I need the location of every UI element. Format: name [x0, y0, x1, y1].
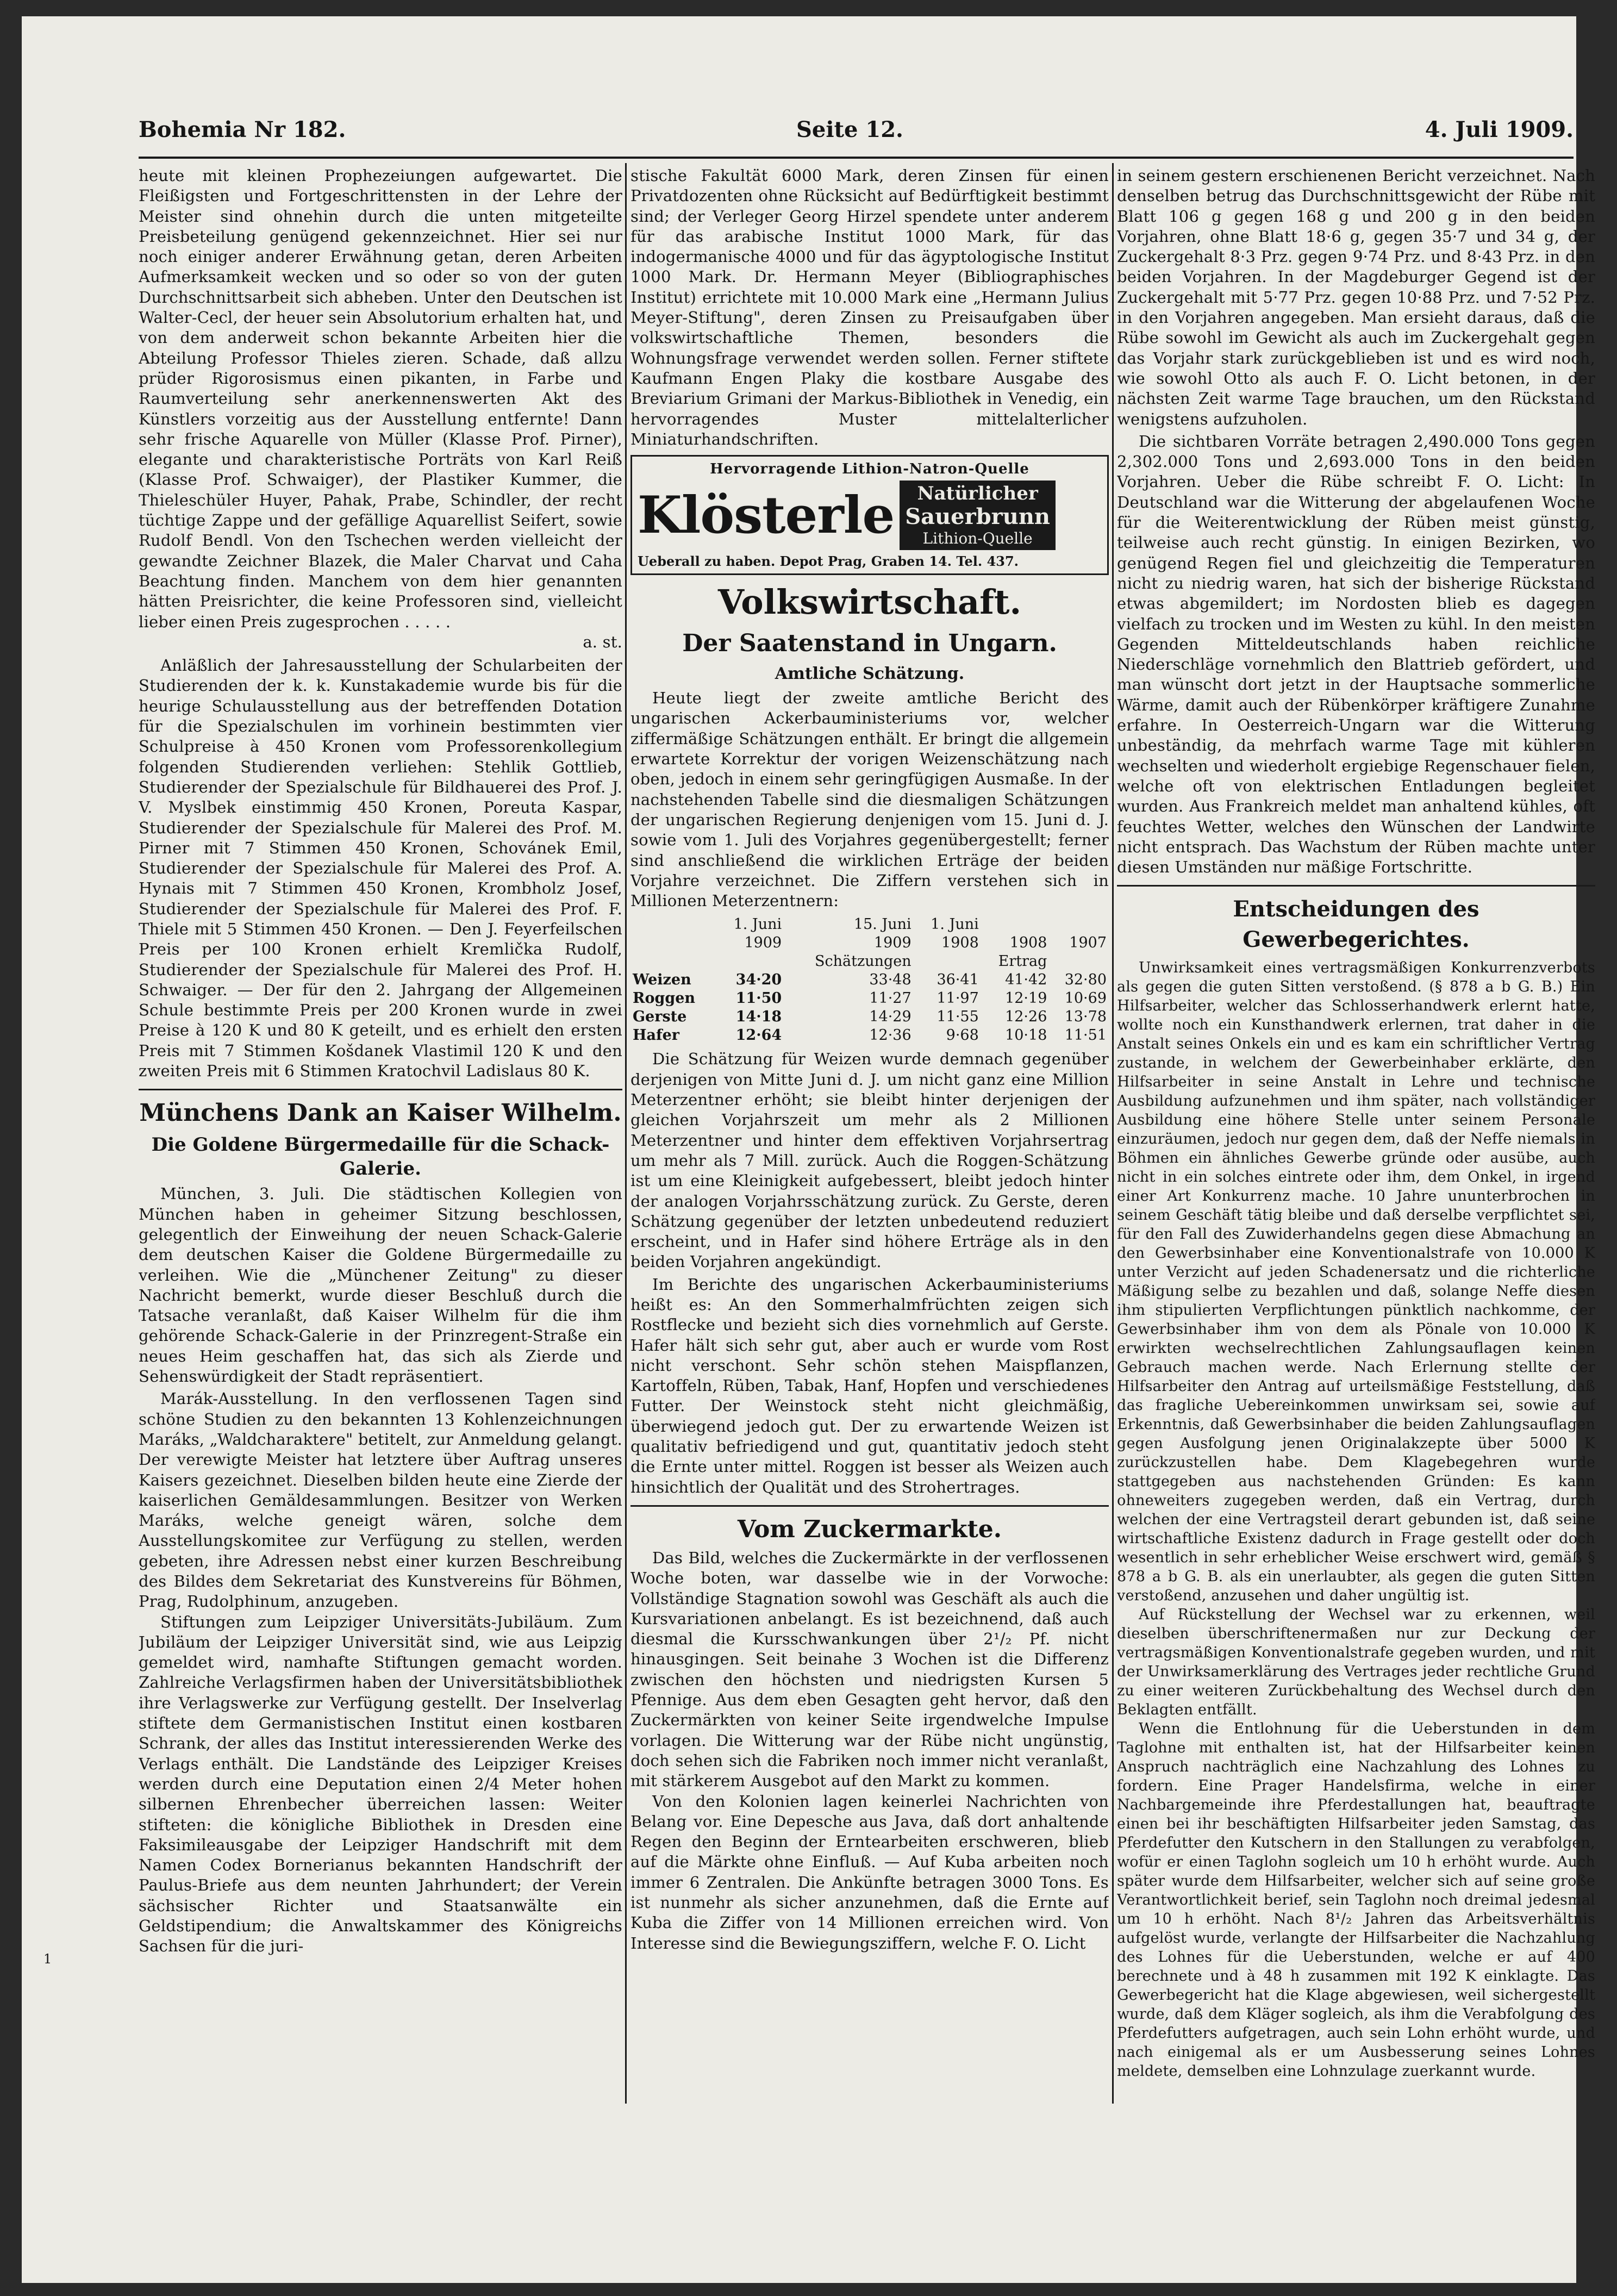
page-margin-mark: 1 — [43, 1951, 52, 1967]
table-row — [630, 1008, 1109, 1026]
section-divider — [139, 1089, 622, 1090]
section-title-volkswirtschaft: Volkswirtschaft. — [717, 582, 1022, 622]
table-header-cell — [630, 952, 716, 971]
table-header-cell: 1909 — [873, 934, 911, 952]
harvest-table — [630, 915, 1109, 1045]
table-header-cell: 1. Juni — [931, 916, 979, 933]
table-cell: Weizen — [633, 971, 691, 989]
table-header-cell: 15. Juni — [853, 916, 911, 933]
newspaper-page — [22, 16, 1595, 2283]
table-cell: 12·64 — [735, 1027, 782, 1044]
header-rule — [139, 157, 1574, 159]
table-header-cell: 1909 — [744, 934, 782, 952]
column-3 — [1117, 166, 1595, 2106]
article-marak: Marák-Ausstellung. In den verflossenen Tagen sind schöne Studien zu den bekannten 13 Kohlenzeichnungen Maráks, „Waldcharaktere" betitelt, zur Anmeldung gelangt. Der verewigte Meister hat letztere über Auftrag unseres Kaisers gezeichnet. Dieselben bilden heute eine Zierde der kaiserlichen Gemäldesammlungen. Besitzer von Werken Maráks, welche geneigt wären, solche dem Ausstellungskomitee zur Verfügung zu stellen, werden gebeten, ihre Adressen nebst einer kurzen Beschreibung des Bildes dem Sekretariat des Kunstvereins für Böhmen, Prag, Rudolphinum, anzugeben. — [139, 1389, 622, 1611]
ad-brand: Klösterle — [638, 485, 895, 546]
table-cell: 34·20 — [735, 971, 782, 989]
section-divider — [630, 1505, 1109, 1507]
article-zuckermarkt: Das Bild, welches die Zuckermärkte in der verflossenen Woche boten, war dasselbe wie in der Vorwoche: Vollständige Stagnation sowohl was Geschäft als auch die Kursvariationen anbelangt. Es ist bezeichnend, daß auch diesmal die Kursschwankungen über 2¹/₂ Pf. nicht hinausgingen. Seit beinahe 3 Wochen ist die Differenz zwischen den höchsten und niedrigsten Kursen 5 Pfennige. Aus dem eben Gesagten geht hervor, daß den Zuckermärkten von keiner Seite irgendwelche Impulse vorlagen. Die Witterung war der Rübe nicht ungünstig, doch sehen sich die Fabriken noch immer nicht veranlaßt, mit stärkerem Ausgebot auf den Markt zu kommen. — [630, 1548, 1109, 1790]
table-cell: 41·42 — [1005, 971, 1047, 989]
article-gewerbegericht-1: Unwirksamkeit eines vertragsmäßigen Konkurrenzverbots als gegen die guten Sitten verstoßend. (§ 878 a b G. B.) Ein Hilfsarbeiter, welcher das Schlosserhandwerk erlernt hatte, wollte noch ein Kunsthandwerk erlernen, trat daher in die Anstalt seines Onkels ein und es kam ein schriftlicher Vertrag zustande, in welchem der Gewerbeinhaber erklärte, den Hilfsarbeiter in seine Anstalt in Lehre und technische Ausbildung aufzunehmen und ihm später, nach vollständiger Ausbildung eine höhere Stelle unter seinem Personale einzuräumen, jedoch nur gegen dem, daß der Neffe niemals in Böhmen ein ähnliches Gewerbe gründe oder ausübe, auch nicht in ein solches eintrete oder ihm, dem Onkel, in irgend einer Art Konkurrenz mache. 10 Jahre ununterbrochen in seinem Geschäft tätig bleibe und daß derselbe verpflichtet sei, für den Fall des Zuwiderhandelns gegen diese Abmachung an den Gewerbsinhaber eine Konventionalstrafe von 10.000 K unter Verzicht auf jeden Schadenersatz und die richterliche Mäßigung selbe zu bezahlen und daß, solange Neffe diesen ihm stipulierten Verpflichtungen pünktlich nachkomme, der Gewerbsinhaber ihm von dem als Pönale von 10.000 K erwirkten wechselrechtlichen Zahlungsauflagen keinen Gebrauch machen werde. Nach Erlernung stellte der Hilfsarbeiter den Antrag auf urteilsmäßige Feststellung, daß das fragliche Uebereinkommen unwirksam sei, sowie auf Erkenntnis, daß Gewerbsinhaber die beiden Zahlungsauflagen gegen Ausfolgung jenen Originalakzepte über 5000 K zurückzustellen habe. Dem Klagebegehren wurde stattgegeben aus nachstehenden Gründen: Es kann ohneweiters zugegeben werden, daß ein Vertrag, durch welchen der eine Vertragsteil derart gebunden ist, daß seine wirtschaftliche Existenz dadurch in Frage gestellt oder doch wesentlich in sehr erheblicher Weise erschwert wird, gemäß § 878 a b G. B. als ein unerlaubter, als gegen die guten Sitten verstoßend, anzusehen und daher ungültig ist. — [1117, 959, 1595, 1605]
table-cell: 11·27 — [869, 990, 911, 1007]
article-zuckermarkt-vorraete: Die sichtbaren Vorräte betragen 2,490.000 Tons gegen 2,302.000 Tons und 2,693.000 Tons in den beiden Vorjahren. Ueber die Rübe schreibt F. O. Licht: In Deutschland war die Witterung der abgelaufenen Woche für die Weiterentwicklung der Rüben meist günstig, teilweise auch recht günstig. In einigen Bezirken, wo genügend Regen fiel und gleichzeitig die Temperaturen nicht zu niedrig waren, hat sich der bisherige Rückstand etwas abgemildert; im Nordosten blieb es dagegen vielfach zu trocken und im Westen zu kühl. In den meisten Gegenden Mitteldeutschlands haben reichliche Niederschläge vornehmlich den Blattrieb gefördert, und man wünscht dort jetzt in der Hauptsache sommerliche Wärme, damit auch der Rübenkörper kräftigere Zunahme erfahre. In Oesterreich-Ungarn war die Witterung unbeständig, da mehrfach warme Tage mit kühleren wechselten und wiederholt ergiebige Regenschauer fielen, welche oft von elektrischen Entladungen begleitet wurden. Aus Frankreich meldet man anhaltend kühles, oft feuchtes Wetter, welches den Wünschen der Landwirte nicht entsprach. Das Wachstum der Rüben machte unter diesen Umständen nur mäßige Fortschritte. — [1117, 432, 1595, 877]
article-muenchen: München, 3. Juli. Die städtischen Kollegien von München haben in geheimer Sitzung beschlossen, gelegentlich der Einweihung der neuen Schack-Galerie dem deutschen Kaiser die Goldene Bürgermedaille zu verleihen. Wie die „Münchener Zeitung" zu dieser Nachricht bemerkt, wurde dieser Beschluß durch die Tatsache veranlaßt, daß Kaiser Wilhelm für die ihm gehörende Schack-Galerie in der Prinzregent-Straße ein neues Heim geschaffen hat, das sich als Zierde und Sehenswürdigkeit der Stadt repräsentiert. — [139, 1184, 622, 1386]
table-cell: 10·69 — [1064, 990, 1107, 1007]
table-header-cell: 1907 — [1069, 934, 1107, 952]
article-signature: a. st. — [583, 632, 622, 651]
table-header-row — [630, 952, 1109, 971]
ad-badge-line2: Sauerbrunn — [905, 504, 1050, 530]
column-rule-2 — [1112, 163, 1114, 2104]
article-leipzig: Stiftungen zum Leipziger Universitäts-Jubiläum. Zum Jubiläum der Leipziger Universität sind, wie aus Leipzig gemeldet wird, namhafte Stiftungen gemacht worden. Zahlreiche Verlagsfirmen haben der Universitätsbibliothek ihre Verlagswerke zur Verfügung gestellt. Der Inselverlag stiftete dem Germanistischen Institut einen kostbaren Schrank, der alles das Institut interessierenden Werke des Verlags enthält. Die Landstände des Leipziger Kreises werden durch eine Deputation einen 2/4 Meter hohen silbernen Ehrenbecher überreichen lassen: Weiter stifteten: die königliche Bibliothek in Dresden eine Faksimileausgabe der Leipziger Handschrift mit dem Namen Codex Bornerianus bekannten Handschrift der Paulus-Briefe aus dem neunten Jahrhundert; der Verein sächsischer Richter und Staatsanwälte ein Geldstipendium; die Anwaltskammer des Königreichs Sachsen für die juri- — [139, 1612, 622, 1956]
table-header-cell — [630, 934, 716, 952]
ad-tagline: Hervorragende Lithion-Natron-Quelle — [710, 461, 1029, 478]
column-2 — [630, 166, 1109, 2106]
article-gewerbegericht-3: Wenn die Entlohnung für die Ueberstunden in dem Taglohne mit enthalten ist, hat der Hilfsarbeiter keinen Anspruch nachträglich eine Nachzahlung des Lohnes zu fordern. Eine Prager Handelsfirma, welche in einer Nachbargemeinde ihre Pferdestallungen hat, beauftragte einen bei ihr beschäftigten Hilfsarbeiter jeden Samstag, das Pferdefutter den Kutschern in den Stallungen zu verabfolgen, wofür er einen Taglohn sogleich um 10 h erhöht wurde. Auch später wurde dem Hilfsarbeiter, welcher sich auf seine große Verantwortlichkeit berief, sein Taglohn noch dreimal jedesmal um 10 h erhöht. Nach 8¹/₂ Jahren das Arbeitsverhältnis aufgelöst wurde, verlangte der Hilfsarbeiter die Nachzahlung des Lohnes für die Ueberstunden, welche er auf 400 berechnete und à 48 h zusammen mit 192 K einklagte. Das Gewerbegericht hat die Klage abgewiesen, weil sichergestellt wurde, daß dem Kläger sogleich, als ihm die Verabfolgung des Pferdefutters aufgetragen, auch sein Lohn erhöht wurde, und nach einigemal als er um Ausbesserung seines Lohnes meldete, demselben eine Lohnzulage zuerkannt wurde. — [1117, 1720, 1595, 2080]
headline-zuckermarkt: Vom Zuckermarkte. — [737, 1515, 1002, 1543]
table-cell: 14·29 — [869, 1008, 911, 1026]
table-cell: Roggen — [633, 990, 696, 1007]
article-gewerbegericht-2: Auf Rückstellung der Wechsel war zu erkennen, weil dieselben überschriftenermaßen nur zur Deckung der vertragsmäßigen Konventionalstrafe gegeben wurden, und mit der Unwirksamerklärung des Vertrages jeder rechtliche Grund zu einer weiteren Zurückbehaltung des Wechsel durch den Beklagten entfällt. — [1117, 1606, 1595, 1719]
article-saatenstand-intro: Heute liegt der zweite amtliche Bericht des ungarischen Ackerbauministeriums vor, welcher ziffermäßige Schätzungen enthält. Er bringt die allgemein erwartete Korrektur der vorigen Weizenschätzung nach oben, jedoch in einem sehr geringfügigen Ausmaße. In der nachstehenden Tabelle sind die diesmaligen Schätzungen der ungarischen Regierung denjenigen vom 15. Juni d. J. sowie vom 1. Juli des Vorjahres gegenübergestellt; ferner sind anschließend die wirklichen Erträge der beiden Vorjahre verzeichnet. Die Ziffern verstehen sich in Millionen Meterzentnern: — [630, 689, 1109, 910]
table-header-cell — [1049, 915, 1109, 934]
article-zuckermarkt-kolonien: Von den Kolonien lagen keinerlei Nachrichten von Belang vor. Eine Depesche aus Java, daß dort anhaltende Regen den Beginn der Erntearbeiten erschweren, blieb auf die Märkte ohne Einfluß. — Auf Kuba arbeiten noch immer 6 Zentralen. Die Ankünfte betragen 3000 Tons. Es ist nunmehr als sicher anzunehmen, daß die Ernte auf Kuba die Ziffer von 14 Millionen erreichen wird. Von Interesse sind die Bewiegungsziffern, welche F. O. Licht — [630, 1792, 1109, 1952]
article-academy-prizes: Anläßlich der Jahresausstellung der Schularbeiten der Studierenden der k. k. Kunstakademie wurde bis für die heurige Schulausstellung aus der betreffenden Dotation für die Spezialschulen im vorhinein bestimmten vier Schulpreise à 450 Kronen vom Professorenkollegium folgenden Studierenden verliehen: Stehlik Gottlieb, Studierender der Spezialschule für Bildhauerei des Prof. J. V. Myslbek einstimmig 450 Kronen, Poreuta Kaspar, Studierender der Spezialschule für Malerei des Prof. M. Pirner mit 7 Stimmen 450 Kronen, Schovánek Emil, Studierender der Spezialschule für Malerei des Prof. A. Hynais mit 7 Stimmen 450 Kronen, Krombholz Josef, Studierender der Spezialschule für Malerei des Prof. F. Thiele mit 5 Stimmen 450 Kronen. — Den J. Feyerfeilschen Preis per 100 Kronen erhielt Kremlička Rudolf, Studierender der Spezialschule für Malerei des Prof. H. Schwaiger. — Der für den 2. Jahrgang der Allgemeinen Schule bestimmte Preis per 200 Kronen wurde in zwei Preise à 120 K und 80 K geteilt, und es erhielt den ersten Preis mit 7 Stimmen Košdanek Vlastimil 120 K und den zweiten Preis mit 6 Stimmen Kratochvil Ladislaus 80 K. — [139, 656, 622, 1081]
table-header-cell: Ertrag — [998, 953, 1047, 970]
table-header-cell: 1908 — [1009, 934, 1047, 952]
table-cell: 10·18 — [1005, 1027, 1047, 1044]
table-row — [630, 989, 1109, 1008]
table-cell: Gerste — [633, 1008, 687, 1026]
table-cell: 11·50 — [735, 990, 782, 1007]
table-cell: 13·78 — [1064, 1008, 1107, 1026]
subheadline-schack-galerie: Die Goldene Bürgermedaille für die Schack-Galerie. — [151, 1134, 610, 1180]
table-cell: 33·48 — [869, 971, 911, 989]
ad-badge-line1: Natürlicher — [917, 483, 1038, 505]
table-cell: 11·55 — [937, 1008, 979, 1026]
table-cell: Hafer — [633, 1027, 680, 1044]
table-header-cell — [716, 952, 784, 971]
headline-saatenstand: Der Saatenstand in Ungarn. — [682, 629, 1057, 658]
header-page-number: Seite 12. — [796, 117, 903, 142]
column-rule-1 — [625, 163, 627, 2104]
table-cell: 12·19 — [1005, 990, 1047, 1007]
table-cell: 11·51 — [1064, 1027, 1107, 1044]
table-header-cell — [630, 915, 716, 934]
header-date: 4. Juli 1909. — [1425, 117, 1574, 142]
article-saatenstand-report: Im Berichte des ungarischen Ackerbauministeriums heißt es: An den Sommerhalmfrüchten zeigen sich Rostflecke und bezieht sich dies vornehmlich auf Gerste. Hafer hält sich sehr gut, aber auch er wurde vom Rost nicht verschont. Sehr schön stehen Maispflanzen, Kartoffeln, Rüben, Tabak, Hanf, Hopfen und verschiedenes Futter. Der Weinstock steht nicht gleichmäßig, überwiegend jedoch gut. Der zu erwartende Weizen ist qualitativ befriedigend und gut, quantitativ jedoch steht die Ernte unter mittel. Roggen ist besser als Weizen auch hinsichtlich der Qualität und des Strohertrages. — [630, 1275, 1109, 1496]
header-masthead: Bohemia Nr 182. — [139, 117, 346, 142]
ad-badge-line3: Lithion-Quelle — [922, 529, 1033, 548]
table-cell: 14·18 — [735, 1008, 782, 1026]
table-header-cell — [1049, 952, 1109, 971]
table-header-cell: Schätzungen — [815, 953, 911, 970]
section-divider — [1117, 885, 1595, 887]
table-header-cell: 1908 — [941, 934, 979, 952]
table-header-row — [630, 915, 1109, 934]
page-header — [139, 117, 1574, 149]
table-row — [630, 1026, 1109, 1045]
article-saatenstand-analysis: Die Schätzung für Weizen wurde demnach gegenüber derjenigen von Mitte Juni d. J. um nicht ganz eine Million Meterzentner erhöht; sie bleibt hinter derjenigen der gleichen Vorjahrszeit um mehr als 2 Millionen Meterzentner und hinter dem effektiven Vorjahrsertrag um mehr als 7 Mill. zurück. Auch die Roggen-Schätzung ist um eine Kleinigkeit aufgebessert, bleibt jedoch hinter der analogen Vorjahrsschätzung zurück. Zu Gerste, deren Schätzung gegenüber der letzten unbedeutend reduziert erscheint, und in Hafer sind höhere Erträge als in den beiden Vorjahren angekündigt. — [630, 1050, 1109, 1271]
ad-badge — [900, 481, 1056, 550]
table-header-cell — [981, 915, 1050, 934]
column-1 — [139, 166, 622, 2106]
table-cell: 32·80 — [1064, 971, 1107, 989]
table-cell: 12·26 — [1005, 1008, 1047, 1026]
table-header-cell: 1. Juni — [733, 916, 782, 933]
article-leipzig-continued: stische Fakultät 6000 Mark, deren Zinsen für einen Privatdozenten ohne Rücksicht auf Bedürftigkeit bestimmt sind; der Verleger Georg Hirzel spendete unter anderem für das arabische Institut 1000 Mark, für das indogermanische 4000 und für das ägyptologische Institut 1000 Mark. Dr. Hermann Meyer (Bibliographisches Institut) errichtete mit 10.000 Mark eine „Hermann Julius Meyer-Stiftung", deren Zinsen zu Preisaufgaben über volkswirtschaftliche Themen, besonders die Wohnungsfrage verwendet werden sollen. Ferner stiftete Kaufmann Engen Plaky die kostbare Ausgabe des Breviarium Grimani der Markus-Bibliothek in Venedig, ein hervorragendes Muster mittelalterlicher Miniaturhandschriften. — [630, 166, 1109, 448]
headline-muenchen: Münchens Dank an Kaiser Wilhelm. — [139, 1099, 622, 1127]
table-row — [630, 971, 1109, 989]
headline-gewerbegericht: Entscheidungen des Gewerbegerichtes. — [1233, 896, 1479, 953]
table-cell: 9·68 — [946, 1027, 979, 1044]
table-header-row — [630, 934, 1109, 952]
table-header-cell — [914, 952, 981, 971]
table-cell: 36·41 — [937, 971, 979, 989]
article-academy-continued: heute mit kleinen Prophezeiungen aufgewartet. Die Fleißigsten und Fortgeschrittensten in der Lehre der Meister sind ohnehin durch die unten mitgeteilte Preisbeteilung genügend gekennzeichnet. Hier sei nur noch einiger anderer Erwähnung getan, deren Arbeiten Aufmerksamkeit wecken und so oder so von der guten Durchschnittsarbeit sich abheben. Unter den Deutschen ist Walter-Cecl, der heuer sein Absolutorium erhalten hat, und von dem anderweit schon bekannte Arbeiten hier die Abteilung Professor Thieles zieren. Schade, daß allzu prüder Rigorosismus einen pikanten, in Farbe und Raumverteilung sehr anerkennenswerten Akt des Künstlers vorzeitig aus der Ausstellung entfernte! Dann sehr frische Aquarelle von Müller (Klasse Prof. Pirner), elegante und charakteristische Porträts von Karl Reiß (Klasse Prof. Schwaiger), der Plastiker Kummer, die Thieleschüler Huyer, Pahak, Prabe, Schindler, der recht tüchtige Zappe und der gefällige Aquarellist Seifert, sowie Rudolf Bendl. Von den Tschechen werden vielleicht der gewandte Zeichner Blazek, die Maler Charvat und Caha Beachtung finden. Manchem von dem hier genannten hätten Preisrichter, die keine Professoren sind, vielleicht lieber einen Preis zugesprochen . . . . . — [139, 166, 622, 631]
article-zuckermarkt-continued: in seinem gestern erschienenen Bericht verzeichnet. Nach denselben betrug das Durchschnittsgewicht der Rübe mit Blatt 106 g gegen 168 g und 200 g in den beiden Vorjahren, ohne Blatt 18·6 g, gegen 35·7 und 34 g, der Zuckergehalt 8·3 Prz. gegen 9·74 Prz. und 8·43 Prz. in den beiden Vorjahren. In der Magdeburger Gegend ist der Zuckergehalt mit 5·77 Prz. gegen 10·88 Prz. und 7·52 Prz. in den Vorjahren angegeben. Man ersieht daraus, daß die Rübe sowohl im Gewicht als auch im Zuckergehalt gegen das Vorjahr stark zurückgeblieben ist und es wird noch, wie sowohl Otto als auch F. O. Licht betonen, in der nächsten Zeit warme Tage brauchen, um den Rückstand wenigstens aufzuholen. — [1117, 166, 1595, 428]
subheadline-schaetzung: Amtliche Schätzung. — [775, 664, 965, 684]
ad-address: Ueberall zu haben. Depot Prag, Graben 14. Tel. 437. — [638, 553, 1019, 570]
table-cell: 12·36 — [869, 1027, 911, 1044]
advertisement-kloesterle — [630, 455, 1109, 575]
table-cell: 11·97 — [937, 990, 979, 1007]
